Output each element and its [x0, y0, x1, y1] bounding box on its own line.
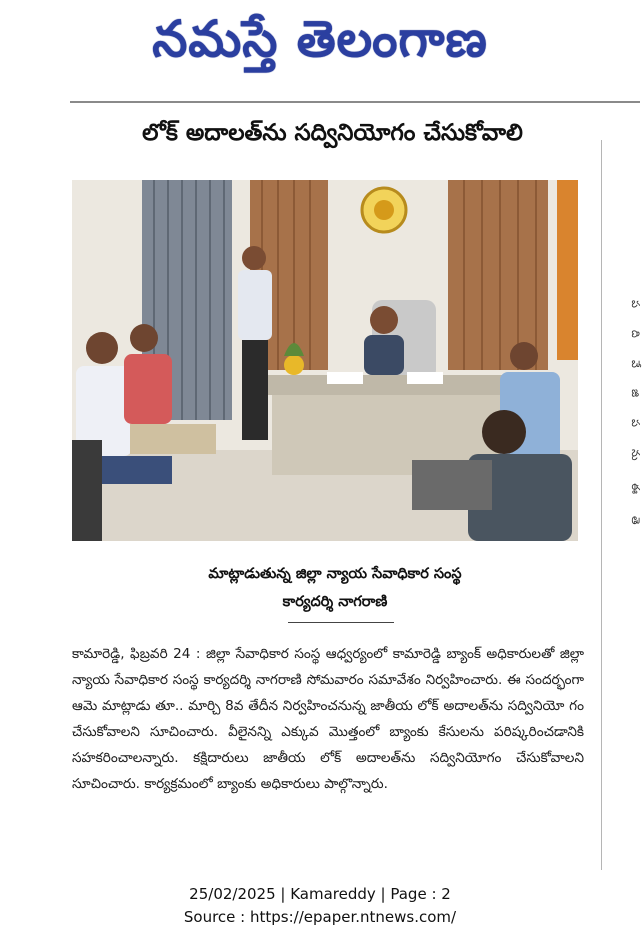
footer-source: Source : https://epaper.ntnews.com/ — [183, 908, 457, 926]
caption-divider — [288, 622, 394, 623]
footer-dateline: 25/02/2025 | Kamareddy | Page : 2 — [189, 885, 451, 903]
masthead-divider — [70, 101, 640, 103]
photo-caption — [100, 560, 570, 616]
adjacent-column-fragment: ప ది వే జి ప ను ఈ తె — [629, 300, 642, 525]
caption-line: మాట్లాడుతున్న జిల్లా న్యాయ సేవాధికార సంస్థ — [208, 566, 462, 582]
masthead-title: నమస్తే తెలంగాణ — [152, 10, 488, 68]
caption-line: కార్యదర్శి నాగరాణి — [282, 594, 388, 610]
article-body: కామారెడ్డి, ఫిబ్రవరి 24 : జిల్లా సేవాధికార సంస్థ ఆధ్వర్యంలో కామారెడ్డి బ్యాంక్ అధికారులతో జిల్లా న్యాయ సేవాధికార సంస్థ కార్యదర్శి నాగరాణి సోమవారం సమావేశం నిర్వహించారు. ఈ సందర్భంగా ఆమె మాట్లాడు తూ.. మార్చి 8వ తేదీన నిర్వహించనున్న జాతీయ లోక్ అదాలత్‌ను సద్వినియో గం చేసుకోవాలని సూచించారు. వీలైనన్ని ఎక్కువ మొత్తంలో బ్యాంకు కేసులను పరిష్కరించడానికి సహకరించాలన్నారు. కక్షిదారులు జాతీయ లోక్ అదాలత్‌ను సద్వినియోగం చేసుకోవాలని సూచించారు. కార్యక్రమంలో బ్యాంకు అధికారులు పాల్గొన్నారు. — [72, 646, 584, 792]
article-headline: లోక్ అదాలత్‌ను సద్వినియోగం చేసుకోవాలి — [142, 120, 523, 146]
newspaper-masthead — [0, 0, 640, 96]
column-divider — [601, 140, 602, 870]
meeting-photo — [72, 180, 578, 541]
